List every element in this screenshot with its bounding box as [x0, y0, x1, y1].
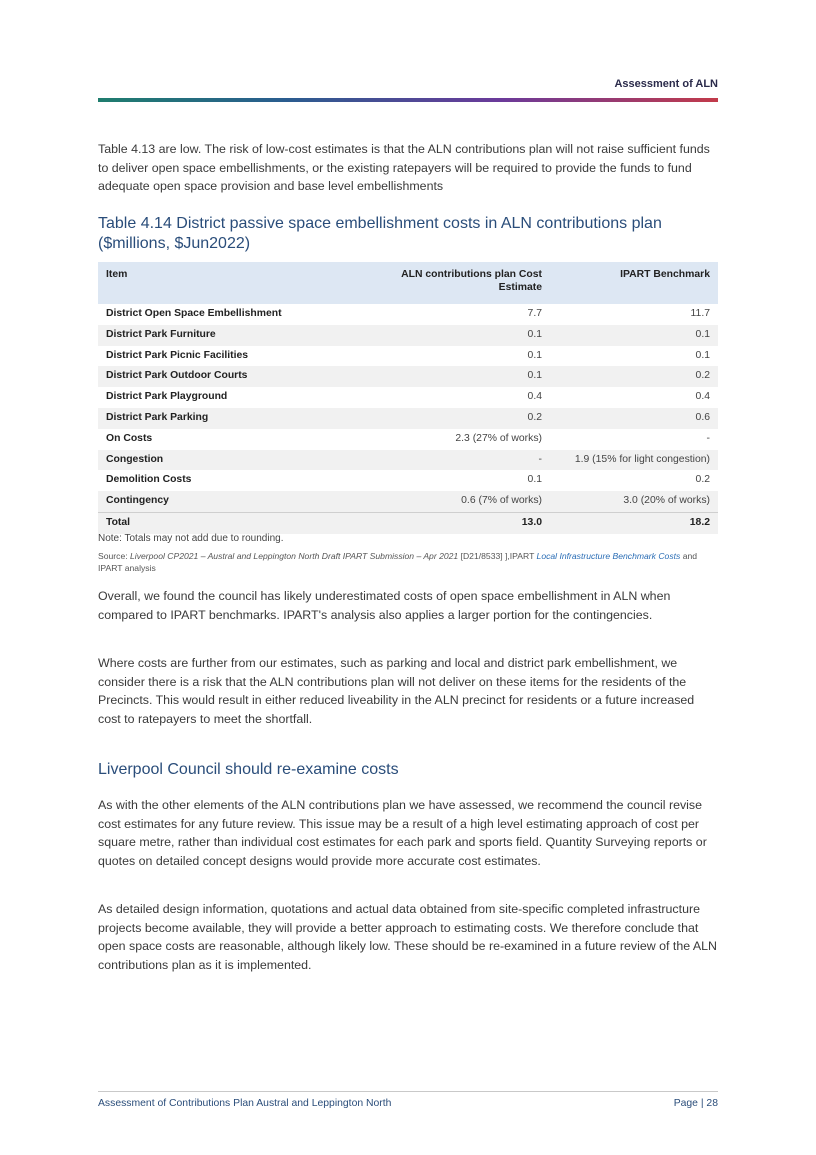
row-aln-value: 2.3 (27% of works) [455, 432, 542, 444]
row-ipart-value: 0.6 [550, 408, 718, 429]
row-ipart-value: 11.7 [690, 308, 710, 319]
table-header-row [98, 262, 718, 304]
table-total-row [98, 512, 718, 533]
row-aln-value: 0.4 [527, 391, 542, 403]
row-item: District Open Space Embellishment [106, 308, 282, 319]
row-aln-value: - [364, 450, 550, 471]
body-paragraph-4: As detailed design information, quotations and actual data obtained from site-specific completed infrastructure projects become available, they will provide a better approach to estimating costs. We therefore conclude that open space costs are reasonable, although likely low. These should be re-examined in a future review of the ALN contributions plan as it is implemented. [98, 902, 717, 972]
table-row [98, 450, 718, 471]
row-aln-value: 0.1 [527, 474, 542, 486]
total-label: Total [98, 512, 364, 533]
column-header-aln: ALN contributions plan Cost Estimate [364, 262, 550, 304]
table-row [98, 408, 718, 429]
body-paragraph-2: Where costs are further from our estimates, such as parking and local and district park embellishment, we consider there is a risk that the ALN contributions plan will not deliver on these items for the residents of the Precincts. This would result in either reduced liveability in the ALN precinct for residents or a future increased cost to ratepayers to meet the shortfall. [98, 656, 695, 726]
section-heading: Liverpool Council should re-examine costs [98, 761, 399, 778]
table-row [98, 346, 718, 367]
row-item: On Costs [106, 432, 153, 444]
row-item: District Park Parking [98, 408, 364, 429]
footer-document-title: Assessment of Contributions Plan Austral and Leppington North [98, 1098, 392, 1109]
source-document: Liverpool CP2021 – Austral and Leppington North Draft IPART Submission – Apr 2021 [130, 551, 459, 561]
row-aln-value: 0.2 [364, 408, 550, 429]
intro-paragraph: Table 4.13 are low. The risk of low-cost estimates is that the ALN contributions plan will not raise sufficient funds to deliver open space embellishments, or the existing ratepayers will be required to provide the funds to fund adequate open space provision and base level embellishments [98, 142, 710, 193]
cost-table [98, 262, 718, 534]
row-ipart-value: 1.9 (15% for light congestion) [550, 450, 718, 471]
row-item: Demolition Costs [106, 474, 192, 486]
row-item: Contingency [98, 491, 364, 512]
table-row [98, 387, 718, 408]
table-row [98, 491, 718, 512]
body-paragraph-1: Overall, we found the council has likely underestimated costs of open space embellishment in ALN when compared to IPART benchmarks. IPART's analysis also applies a larger portion for the contingencies. [98, 589, 671, 622]
row-item: District Park Playground [106, 391, 228, 403]
column-header-ipart: IPART Benchmark [550, 262, 718, 304]
table-source [98, 550, 718, 574]
header-title: Assessment of ALN [614, 78, 718, 90]
row-aln-value: 0.1 [527, 349, 542, 361]
row-aln-value: 7.7 [527, 308, 542, 319]
table-title: Table 4.14 District passive space embellishment costs in ALN contributions plan ($millions, $Jun2022) [98, 215, 662, 252]
row-aln-value: 0.1 [364, 366, 550, 387]
column-header-item: Item [98, 262, 364, 304]
row-item: District Park Furniture [98, 325, 364, 346]
row-aln-value: 0.1 [364, 325, 550, 346]
row-aln-value: 0.6 (7% of works) [364, 491, 550, 512]
table-note: Note: Totals may not add due to rounding. [98, 533, 284, 544]
row-item: District Park Outdoor Courts [98, 366, 364, 387]
source-reference: [D21/8533] ],IPART [458, 551, 537, 561]
row-ipart-value: 0.4 [695, 391, 710, 403]
footer-rule [98, 1091, 718, 1092]
table-row [98, 429, 718, 450]
footer-page-number: Page | 28 [673, 1098, 718, 1109]
body-paragraph-3: As with the other elements of the ALN contributions plan we have assessed, we recommend the council revise cost estimates for any future review. This issue may be a result of a high level estimating approach of cost per square metre, rather than individual cost estimates for each park and sports field. Quantity Surveying reports or quotes on detailed concept designs would provide more accurate cost estimates. [98, 798, 707, 868]
row-item: District Park Picnic Facilities [106, 349, 249, 361]
row-ipart-value: - [706, 432, 710, 444]
table-row [98, 304, 718, 325]
source-suffix: and IPART analysis [98, 551, 698, 573]
row-ipart-value: 3.0 (20% of works) [550, 491, 718, 512]
row-ipart-value: 0.1 [550, 325, 718, 346]
table-row [98, 470, 718, 491]
row-item: Congestion [98, 450, 364, 471]
total-aln-value: 13.0 [364, 512, 550, 533]
table-row [98, 366, 718, 387]
total-ipart-value: 18.2 [550, 512, 718, 533]
benchmark-costs-link[interactable]: Local Infrastructure Benchmark Costs [536, 551, 681, 561]
row-ipart-value: 0.2 [695, 474, 710, 486]
source-prefix: Source: [98, 551, 131, 561]
table-row [98, 325, 718, 346]
row-ipart-value: 0.2 [550, 366, 718, 387]
row-ipart-value: 0.1 [695, 349, 710, 361]
header-rule [98, 98, 718, 102]
